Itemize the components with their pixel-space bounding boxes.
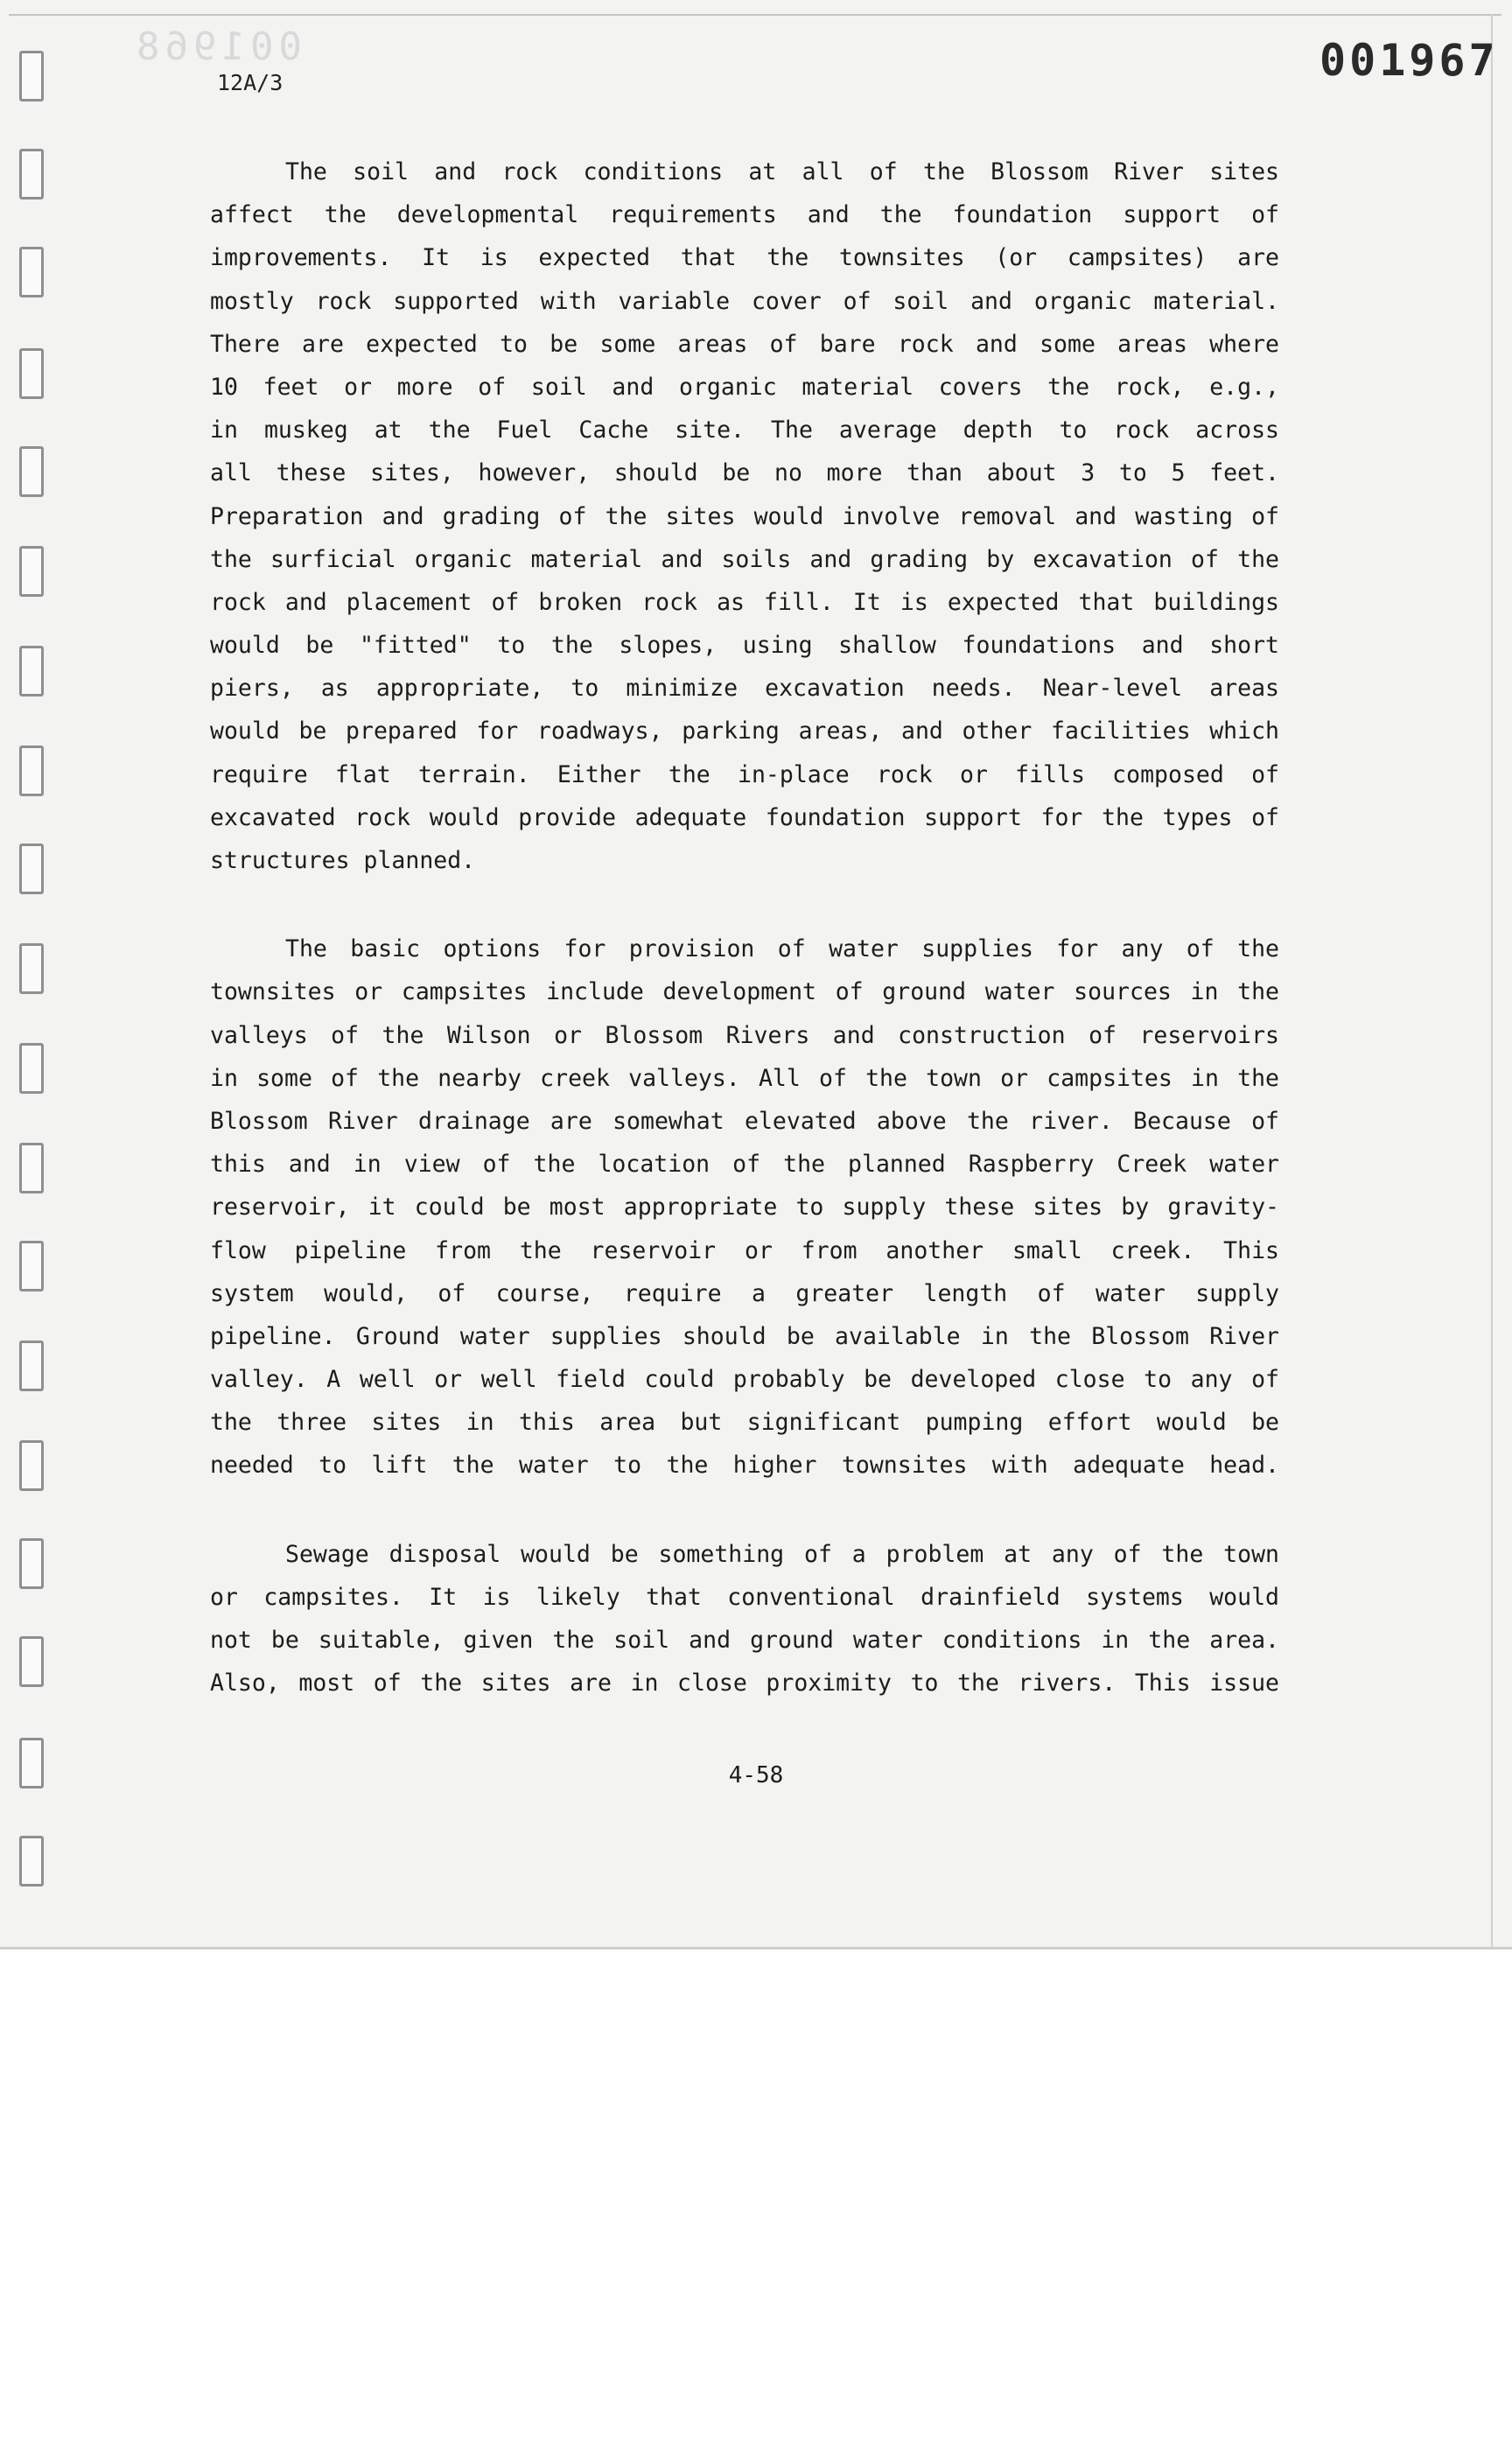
binder-hole xyxy=(19,446,44,497)
binder-hole xyxy=(19,247,44,298)
binder-hole xyxy=(19,149,44,200)
text-line: would be prepared for roadways, parking areas, and other facilities which xyxy=(210,718,1279,746)
paragraph-gap xyxy=(210,1488,1279,1533)
text-line: all these sites, however, should be no more than about 3 to 5 feet. xyxy=(210,459,1279,487)
text-line: piers, as appropriate, to minimize excavation needs. Near-level areas xyxy=(210,675,1279,703)
binder-hole xyxy=(19,844,44,894)
text-line: The basic options for provision of water supplies for any of the xyxy=(285,935,1279,963)
paragraph-gap xyxy=(210,882,1279,928)
text-line: or campsites. It is likely that conventional drainfield systems would xyxy=(210,1583,1279,1611)
binder-hole xyxy=(19,1241,44,1292)
binder-hole xyxy=(19,1143,44,1194)
text-line: Blossom River drainage are somewhat elevated above the river. Because of xyxy=(210,1107,1279,1135)
paragraph-sewage xyxy=(210,1533,1279,1705)
text-line: reservoir, it could be most appropriate to supply these sites by gravity- xyxy=(210,1194,1279,1222)
bleed-through-number: 001968 xyxy=(131,24,302,69)
binder-hole xyxy=(19,348,44,399)
binder-hole xyxy=(19,746,44,796)
binder-hole xyxy=(19,1636,44,1687)
text-line: Preparation and grading of the sites would involve removal and wasting of xyxy=(210,502,1279,530)
binder-hole xyxy=(19,546,44,597)
paragraph-water-supply xyxy=(210,928,1279,1487)
text-line: the surficial organic material and soils and grading by excavation of the xyxy=(210,545,1279,573)
body-text xyxy=(210,150,1279,1704)
text-line: in some of the nearby creek valleys. All of the town or campsites in the xyxy=(210,1064,1279,1092)
text-line: affect the developmental requirements and the foundation support of xyxy=(210,201,1279,229)
text-line: structures planned. xyxy=(210,847,476,874)
text-line: not be suitable, given the soil and ground water conditions in the area. xyxy=(210,1627,1279,1654)
text-line: There are expected to be some areas of bare rock and some areas where xyxy=(210,330,1279,358)
text-line: require flat terrain. Either the in-place rock or fills composed of xyxy=(210,760,1279,788)
text-line: flow pipeline from the reservoir or from another small creek. This xyxy=(210,1236,1279,1264)
binder-hole xyxy=(19,1440,44,1491)
text-line: townsites or campsites include development of ground water sources in the xyxy=(210,978,1279,1006)
text-line: valleys of the Wilson or Blossom Rivers and construction of reservoirs xyxy=(210,1021,1279,1049)
binder-hole xyxy=(19,51,44,102)
binder-hole xyxy=(19,943,44,994)
text-line: valley. A well or well field could probably be developed close to any of xyxy=(210,1366,1279,1394)
text-line: improvements. It is expected that the townsites (or campsites) are xyxy=(210,244,1279,272)
text-line: would be "fitted" to the slopes, using shallow foundations and short xyxy=(210,632,1279,660)
right-edge-line xyxy=(1491,14,1493,1948)
text-line: The soil and rock conditions at all of the Blossom River sites xyxy=(285,158,1279,186)
binder-hole xyxy=(19,646,44,696)
text-line: pipeline. Ground water supplies should be available in the Blossom River xyxy=(210,1322,1279,1350)
document-id: 12A/3 xyxy=(217,70,284,95)
binder-hole xyxy=(19,1340,44,1391)
bates-number: 001967 xyxy=(1320,35,1499,86)
binder-holes xyxy=(19,51,54,1888)
text-line: Sewage disposal would be something of a problem at any of the town xyxy=(285,1540,1279,1568)
binder-hole xyxy=(19,1538,44,1589)
blank-area xyxy=(0,1950,1512,2450)
binder-hole xyxy=(19,1043,44,1094)
text-line: the three sites in this area but significant pumping effort would be xyxy=(210,1409,1279,1437)
text-line: 10 feet or more of soil and organic material covers the rock, e.g., xyxy=(210,373,1279,401)
text-line: mostly rock supported with variable cover of soil and organic material. xyxy=(210,287,1279,315)
text-line: rock and placement of broken rock as fill. It is expected that buildings xyxy=(210,588,1279,616)
text-line: this and in view of the location of the planned Raspberry Creek water xyxy=(210,1151,1279,1179)
page-number: 4-58 xyxy=(728,1762,784,1788)
binder-hole xyxy=(19,1836,44,1886)
text-line: needed to lift the water to the higher townsites with adequate head. xyxy=(210,1452,1279,1480)
text-line: Also, most of the sites are in close proximity to the rivers. This issue xyxy=(210,1670,1279,1698)
text-line: in muskeg at the Fuel Cache site. The average depth to rock across xyxy=(210,416,1279,444)
text-line: excavated rock would provide adequate foundation support for the types of xyxy=(210,803,1279,831)
paragraph-soil-rock xyxy=(210,150,1279,882)
top-edge-line xyxy=(9,14,1502,16)
text-line: system would, of course, require a greater length of water supply xyxy=(210,1279,1279,1307)
